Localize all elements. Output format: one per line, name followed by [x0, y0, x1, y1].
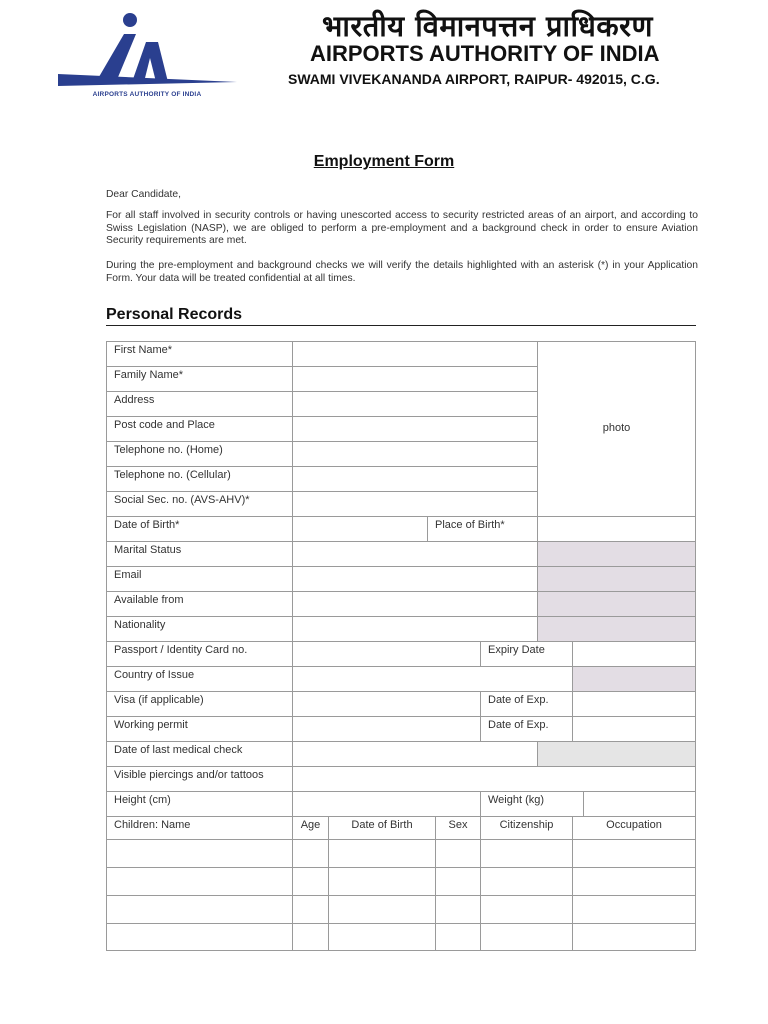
social-sec-field[interactable]: [292, 491, 538, 517]
shaded-cell: [537, 741, 696, 767]
permit-date-of-exp-field[interactable]: [572, 716, 696, 742]
label-country-of-issue: Country of Issue: [106, 666, 293, 692]
photo-label: photo: [602, 422, 631, 434]
shaded-cell: [537, 591, 696, 617]
label-piercings-tattoos: Visible piercings and/or tattoos: [106, 766, 293, 792]
label-nationality: Nationality: [106, 616, 293, 642]
label-post-code: Post code and Place: [106, 416, 293, 442]
nationality-field[interactable]: [292, 616, 538, 642]
child-name-cell[interactable]: [106, 923, 293, 951]
child-occupation-cell[interactable]: [572, 895, 696, 924]
child-citizenship-cell[interactable]: [480, 923, 573, 951]
marital-status-field[interactable]: [292, 541, 538, 567]
personal-records-form: [106, 341, 696, 951]
label-first-name: First Name*: [106, 341, 293, 367]
address-field[interactable]: [292, 391, 538, 417]
children-header-sex: Sex: [435, 816, 481, 840]
org-address: SWAMI VIVEKANANDA AIRPORT, RAIPUR- 492015, C.G.: [288, 71, 660, 87]
last-medical-check-field[interactable]: [292, 741, 538, 767]
children-header-age: Age: [292, 816, 329, 840]
visa-date-of-exp-field[interactable]: [572, 691, 696, 717]
child-name-cell[interactable]: [106, 895, 293, 924]
label-email: Email: [106, 566, 293, 592]
label-visa: Visa (if applicable): [106, 691, 293, 717]
hindi-title: भारतीय विमानपत्तन प्राधिकरण: [322, 9, 653, 43]
child-sex-cell[interactable]: [435, 895, 481, 924]
post-code-field[interactable]: [292, 416, 538, 442]
family-name-field[interactable]: [292, 366, 538, 392]
label-marital-status: Marital Status: [106, 541, 293, 567]
telephone-home-field[interactable]: [292, 441, 538, 467]
child-name-cell[interactable]: [106, 867, 293, 896]
label-telephone-cellular: Telephone no. (Cellular): [106, 466, 293, 492]
child-occupation-cell[interactable]: [572, 839, 696, 868]
piercings-tattoos-field[interactable]: [292, 766, 696, 792]
child-occupation-cell[interactable]: [572, 867, 696, 896]
label-passport: Passport / Identity Card no.: [106, 641, 293, 667]
section-personal-records: Personal Records: [106, 306, 696, 326]
child-name-cell[interactable]: [106, 839, 293, 868]
child-sex-cell[interactable]: [435, 839, 481, 868]
label-date-of-birth: Date of Birth*: [106, 516, 293, 542]
child-citizenship-cell[interactable]: [480, 867, 573, 896]
verification-paragraph: During the pre-employment and background checks we will verify the details highlighted with an asterisk (*) in your Application Form. Your data will be treated confidential at all times.: [106, 260, 698, 284]
label-address: Address: [106, 391, 293, 417]
label-height: Height (cm): [106, 791, 293, 817]
aai-logo: [52, 12, 242, 102]
child-dob-cell[interactable]: [328, 923, 436, 951]
greeting: Dear Candidate,: [106, 189, 181, 200]
height-field[interactable]: [292, 791, 481, 817]
place-of-birth-field[interactable]: [537, 516, 696, 542]
child-sex-cell[interactable]: [435, 923, 481, 951]
label-last-medical-check: Date of last medical check: [106, 741, 293, 767]
first-name-field[interactable]: [292, 341, 538, 367]
weight-field[interactable]: [583, 791, 696, 817]
children-header-occupation: Occupation: [572, 816, 696, 840]
visa-field[interactable]: [292, 691, 481, 717]
available-from-field[interactable]: [292, 591, 538, 617]
photo-box[interactable]: [537, 341, 696, 517]
intro-paragraph: For all staff involved in security controls or having unescorted access to security restricted areas of an airport, and according to Swiss Legislation (NASP), we are obliged to perform a pre-employment and a background check in order to ensure Aviation Security requirements are met.: [106, 210, 698, 246]
aai-logo-icon: [52, 12, 242, 92]
passport-field[interactable]: [292, 641, 481, 667]
shaded-cell: [537, 616, 696, 642]
label-telephone-home: Telephone no. (Home): [106, 441, 293, 467]
label-family-name: Family Name*: [106, 366, 293, 392]
label-expiry-date: Expiry Date: [480, 641, 573, 667]
date-of-birth-field[interactable]: [292, 516, 428, 542]
child-dob-cell[interactable]: [328, 867, 436, 896]
child-age-cell[interactable]: [292, 867, 329, 896]
org-name: AIRPORTS AUTHORITY OF INDIA: [310, 41, 660, 66]
label-working-permit: Working permit: [106, 716, 293, 742]
child-dob-cell[interactable]: [328, 839, 436, 868]
child-citizenship-cell[interactable]: [480, 895, 573, 924]
label-permit-date-of-exp: Date of Exp.: [480, 716, 573, 742]
telephone-cellular-field[interactable]: [292, 466, 538, 492]
child-occupation-cell[interactable]: [572, 923, 696, 951]
child-age-cell[interactable]: [292, 923, 329, 951]
working-permit-field[interactable]: [292, 716, 481, 742]
children-header-dob: Date of Birth: [328, 816, 436, 840]
country-of-issue-field[interactable]: [292, 666, 573, 692]
email-field[interactable]: [292, 566, 538, 592]
label-available-from: Available from: [106, 591, 293, 617]
child-age-cell[interactable]: [292, 895, 329, 924]
label-visa-date-of-exp: Date of Exp.: [480, 691, 573, 717]
child-age-cell[interactable]: [292, 839, 329, 868]
shaded-cell: [537, 541, 696, 567]
label-place-of-birth: Place of Birth*: [427, 516, 538, 542]
logo-caption: AIRPORTS AUTHORITY OF INDIA: [92, 91, 202, 98]
form-title: Employment Form: [313, 153, 455, 170]
shaded-cell: [537, 566, 696, 592]
children-header-citizenship: Citizenship: [480, 816, 573, 840]
label-weight: Weight (kg): [480, 791, 584, 817]
expiry-date-field[interactable]: [572, 641, 696, 667]
child-citizenship-cell[interactable]: [480, 839, 573, 868]
child-sex-cell[interactable]: [435, 867, 481, 896]
shaded-cell: [572, 666, 696, 692]
child-dob-cell[interactable]: [328, 895, 436, 924]
label-social-sec: Social Sec. no. (AVS-AHV)*: [106, 491, 293, 517]
children-header-name: Children: Name: [106, 816, 293, 840]
